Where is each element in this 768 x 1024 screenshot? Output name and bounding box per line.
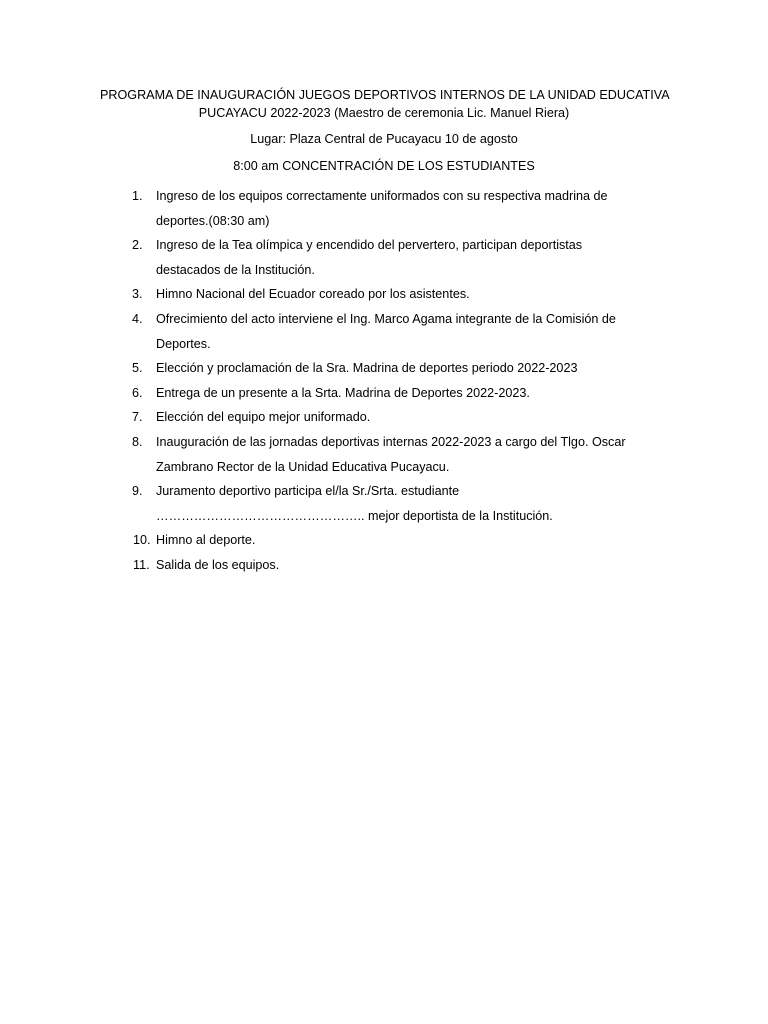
event-place: Lugar: Plaza Central de Pucayacu 10 de agosto xyxy=(250,132,518,146)
item-number: 11. xyxy=(133,557,150,572)
item-number: 9. xyxy=(132,484,143,499)
program-item xyxy=(120,528,650,553)
program-item xyxy=(120,479,650,528)
item-text: Ingreso de la Tea olímpica y encendido del pervertero, participan deportistas destacados de la Institución. xyxy=(156,238,583,277)
item-number: 5. xyxy=(132,361,143,376)
title-line-1: PROGRAMA DE INAUGURACIÓN JUEGOS DEPORTIVOS INTERNOS DE LA UNIDAD EDUCATIVA xyxy=(100,88,670,102)
item-text: Ingreso de los equipos correctamente uniformados con su respectiva madrina de deportes.(08:30 am) xyxy=(156,189,608,228)
program-item xyxy=(120,381,650,406)
item-number: 2. xyxy=(132,238,143,253)
item-number: 7. xyxy=(132,410,143,425)
program-item xyxy=(120,282,650,307)
item-text: Himno Nacional del Ecuador coreado por los asistentes. xyxy=(156,287,470,302)
program-item xyxy=(120,233,650,282)
program-item xyxy=(120,184,650,233)
item-text: Entrega de un presente a la Srta. Madrina de Deportes 2022-2023. xyxy=(156,385,530,400)
item-text: Elección del equipo mejor uniformado. xyxy=(156,410,371,425)
item-text: Inauguración de las jornadas deportivas internas 2022-2023 a cargo del Tlgo. Oscar Zambrano Rector de la Unidad Educativa Pucayacu. xyxy=(156,434,626,474)
item-number: 1. xyxy=(132,189,143,203)
item-text: Juramento deportivo participa el/la Sr./Srta. estudiante ………………………………………….. mejor deportista de la Institución. xyxy=(156,484,553,523)
program-item xyxy=(120,553,650,578)
item-number: 4. xyxy=(132,311,143,326)
program-list xyxy=(120,184,650,578)
program-item xyxy=(120,356,650,381)
item-text: Elección y proclamación de la Sra. Madrina de deportes periodo 2022-2023 xyxy=(156,361,578,376)
item-number: 8. xyxy=(132,434,143,449)
item-text: Ofrecimiento del acto interviene el Ing. Marco Agama integrante de la Comisión de Deportes. xyxy=(156,311,616,351)
item-text: Himno al deporte. xyxy=(156,533,256,548)
program-item xyxy=(120,307,650,356)
program-item xyxy=(120,430,650,479)
program-item xyxy=(120,405,650,430)
concentration-time: 8:00 am CONCENTRACIÓN DE LOS ESTUDIANTES xyxy=(233,159,535,173)
item-number: 6. xyxy=(132,385,143,400)
item-number: 3. xyxy=(132,287,143,302)
title-line-2: PUCAYACU 2022-2023 (Maestro de ceremonia Lic. Manuel Riera) xyxy=(198,106,570,120)
program-title xyxy=(100,86,668,122)
item-text: Salida de los equipos. xyxy=(156,557,280,572)
item-number: 10. xyxy=(133,533,151,548)
